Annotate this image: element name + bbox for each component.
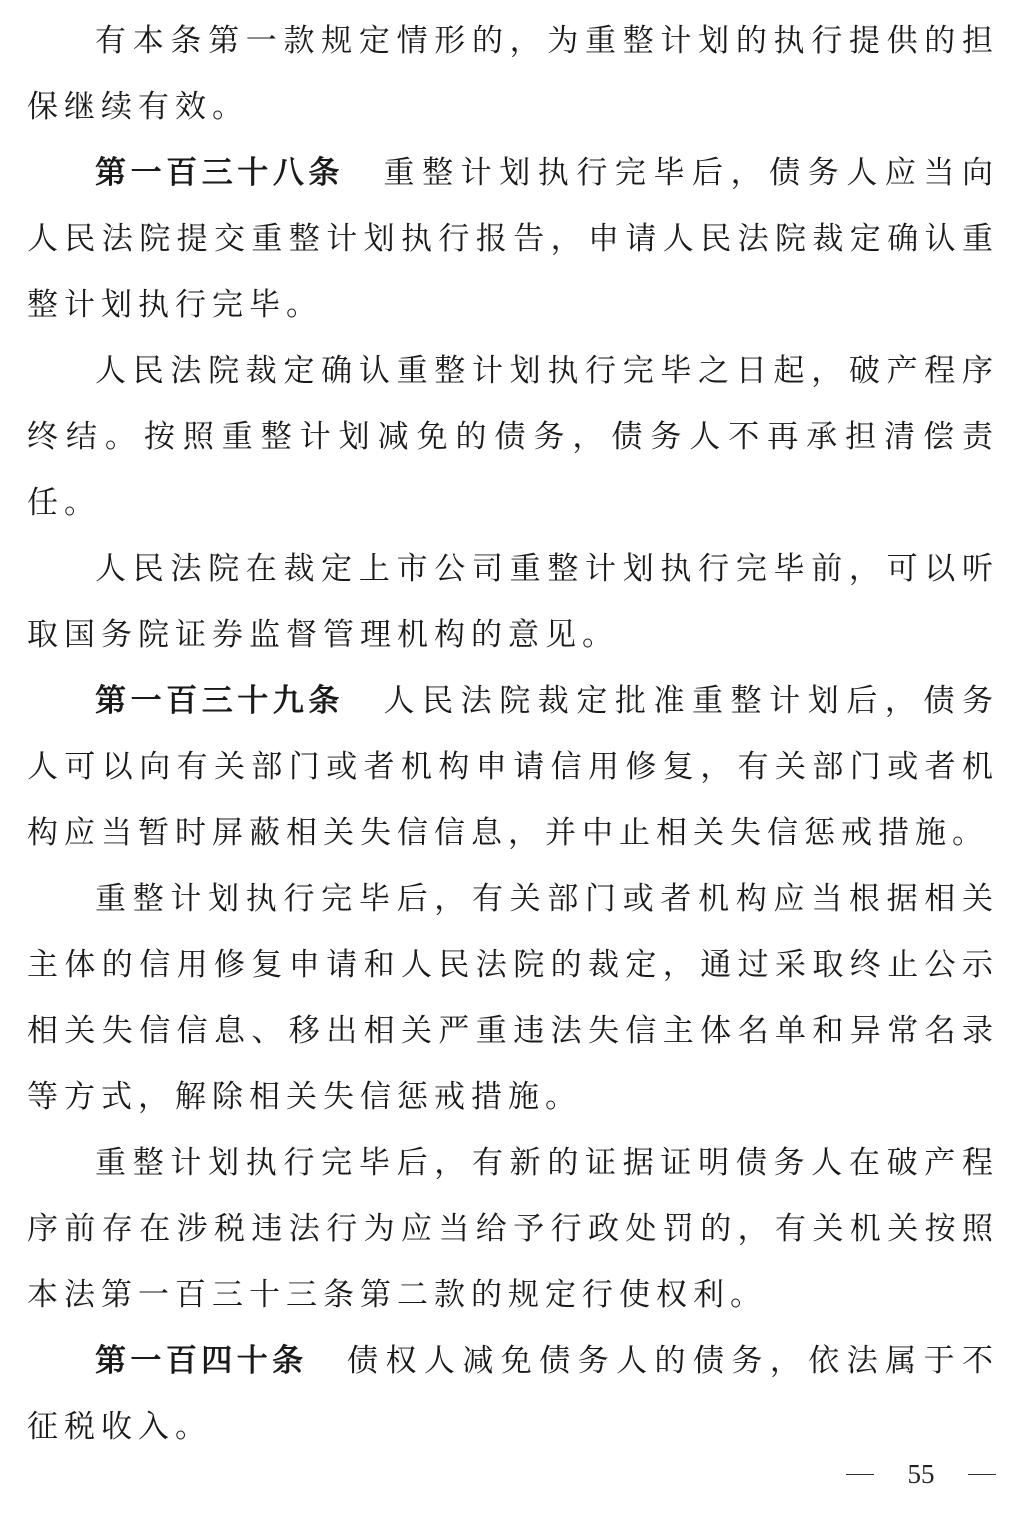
article-138-paragraph bbox=[27, 140, 999, 338]
article-139-paragraph bbox=[27, 668, 999, 866]
footer-right-dash bbox=[968, 1474, 996, 1475]
article-139-heading: 第一百三十九条 bbox=[95, 683, 344, 719]
paragraph-6-text: 重整计划执行完毕后，有关部门或者机构应当根据相关主体的信用修复申请和人民法院的裁定，通过采取终止公示相关失信信息、移出相关严重违法失信主体名单和异常名录等方式，解除相关失信惩戒措施。 bbox=[27, 881, 999, 1115]
article-140-text: 债权人减免债务人的债务，依法属于不征税收入。 bbox=[27, 1343, 999, 1445]
article-138-text: 重整计划执行完毕后，债务人应当向人民法院提交重整计划执行报告，申请人民法院裁定确认重整计划执行完毕。 bbox=[27, 155, 1000, 323]
paragraph-3-text: 人民法院裁定确认重整计划执行完毕之日起，破产程序终结。按照重整计划减免的债务，债务人不再承担清偿责任。 bbox=[27, 353, 999, 521]
article-140-paragraph bbox=[27, 1328, 999, 1460]
document-body bbox=[27, 8, 999, 1460]
article-140-heading: 第一百四十条 bbox=[95, 1343, 308, 1379]
page-number: 55 bbox=[907, 1458, 935, 1489]
footer-left-dash bbox=[846, 1474, 874, 1475]
paragraph-3 bbox=[27, 338, 999, 536]
article-138-heading: 第一百三十八条 bbox=[95, 155, 344, 191]
article-139-text: 人民法院裁定批准重整计划后，债务人可以向有关部门或者机构申请信用修复，有关部门或者机构应当暂时屏蔽相关失信信息，并中止相关失信惩戒措施。 bbox=[27, 683, 1000, 851]
page-footer bbox=[846, 1452, 996, 1496]
paragraph-6 bbox=[27, 866, 999, 1130]
paragraph-7-text: 重整计划执行完毕后，有新的证据证明债务人在破产程序前存在涉税违法行为应当给予行政处罚的，有关机关按照本法第一百三十三条第二款的规定行使权利。 bbox=[27, 1145, 999, 1313]
paragraph-4-text: 人民法院在裁定上市公司重整计划执行完毕前，可以听取国务院证券监督管理机构的意见。 bbox=[27, 551, 999, 653]
paragraph-1-text: 有本条第一款规定情形的，为重整计划的执行提供的担保继续有效。 bbox=[27, 23, 999, 125]
paragraph-4 bbox=[27, 536, 999, 668]
paragraph-1 bbox=[27, 8, 999, 140]
paragraph-7 bbox=[27, 1130, 999, 1328]
